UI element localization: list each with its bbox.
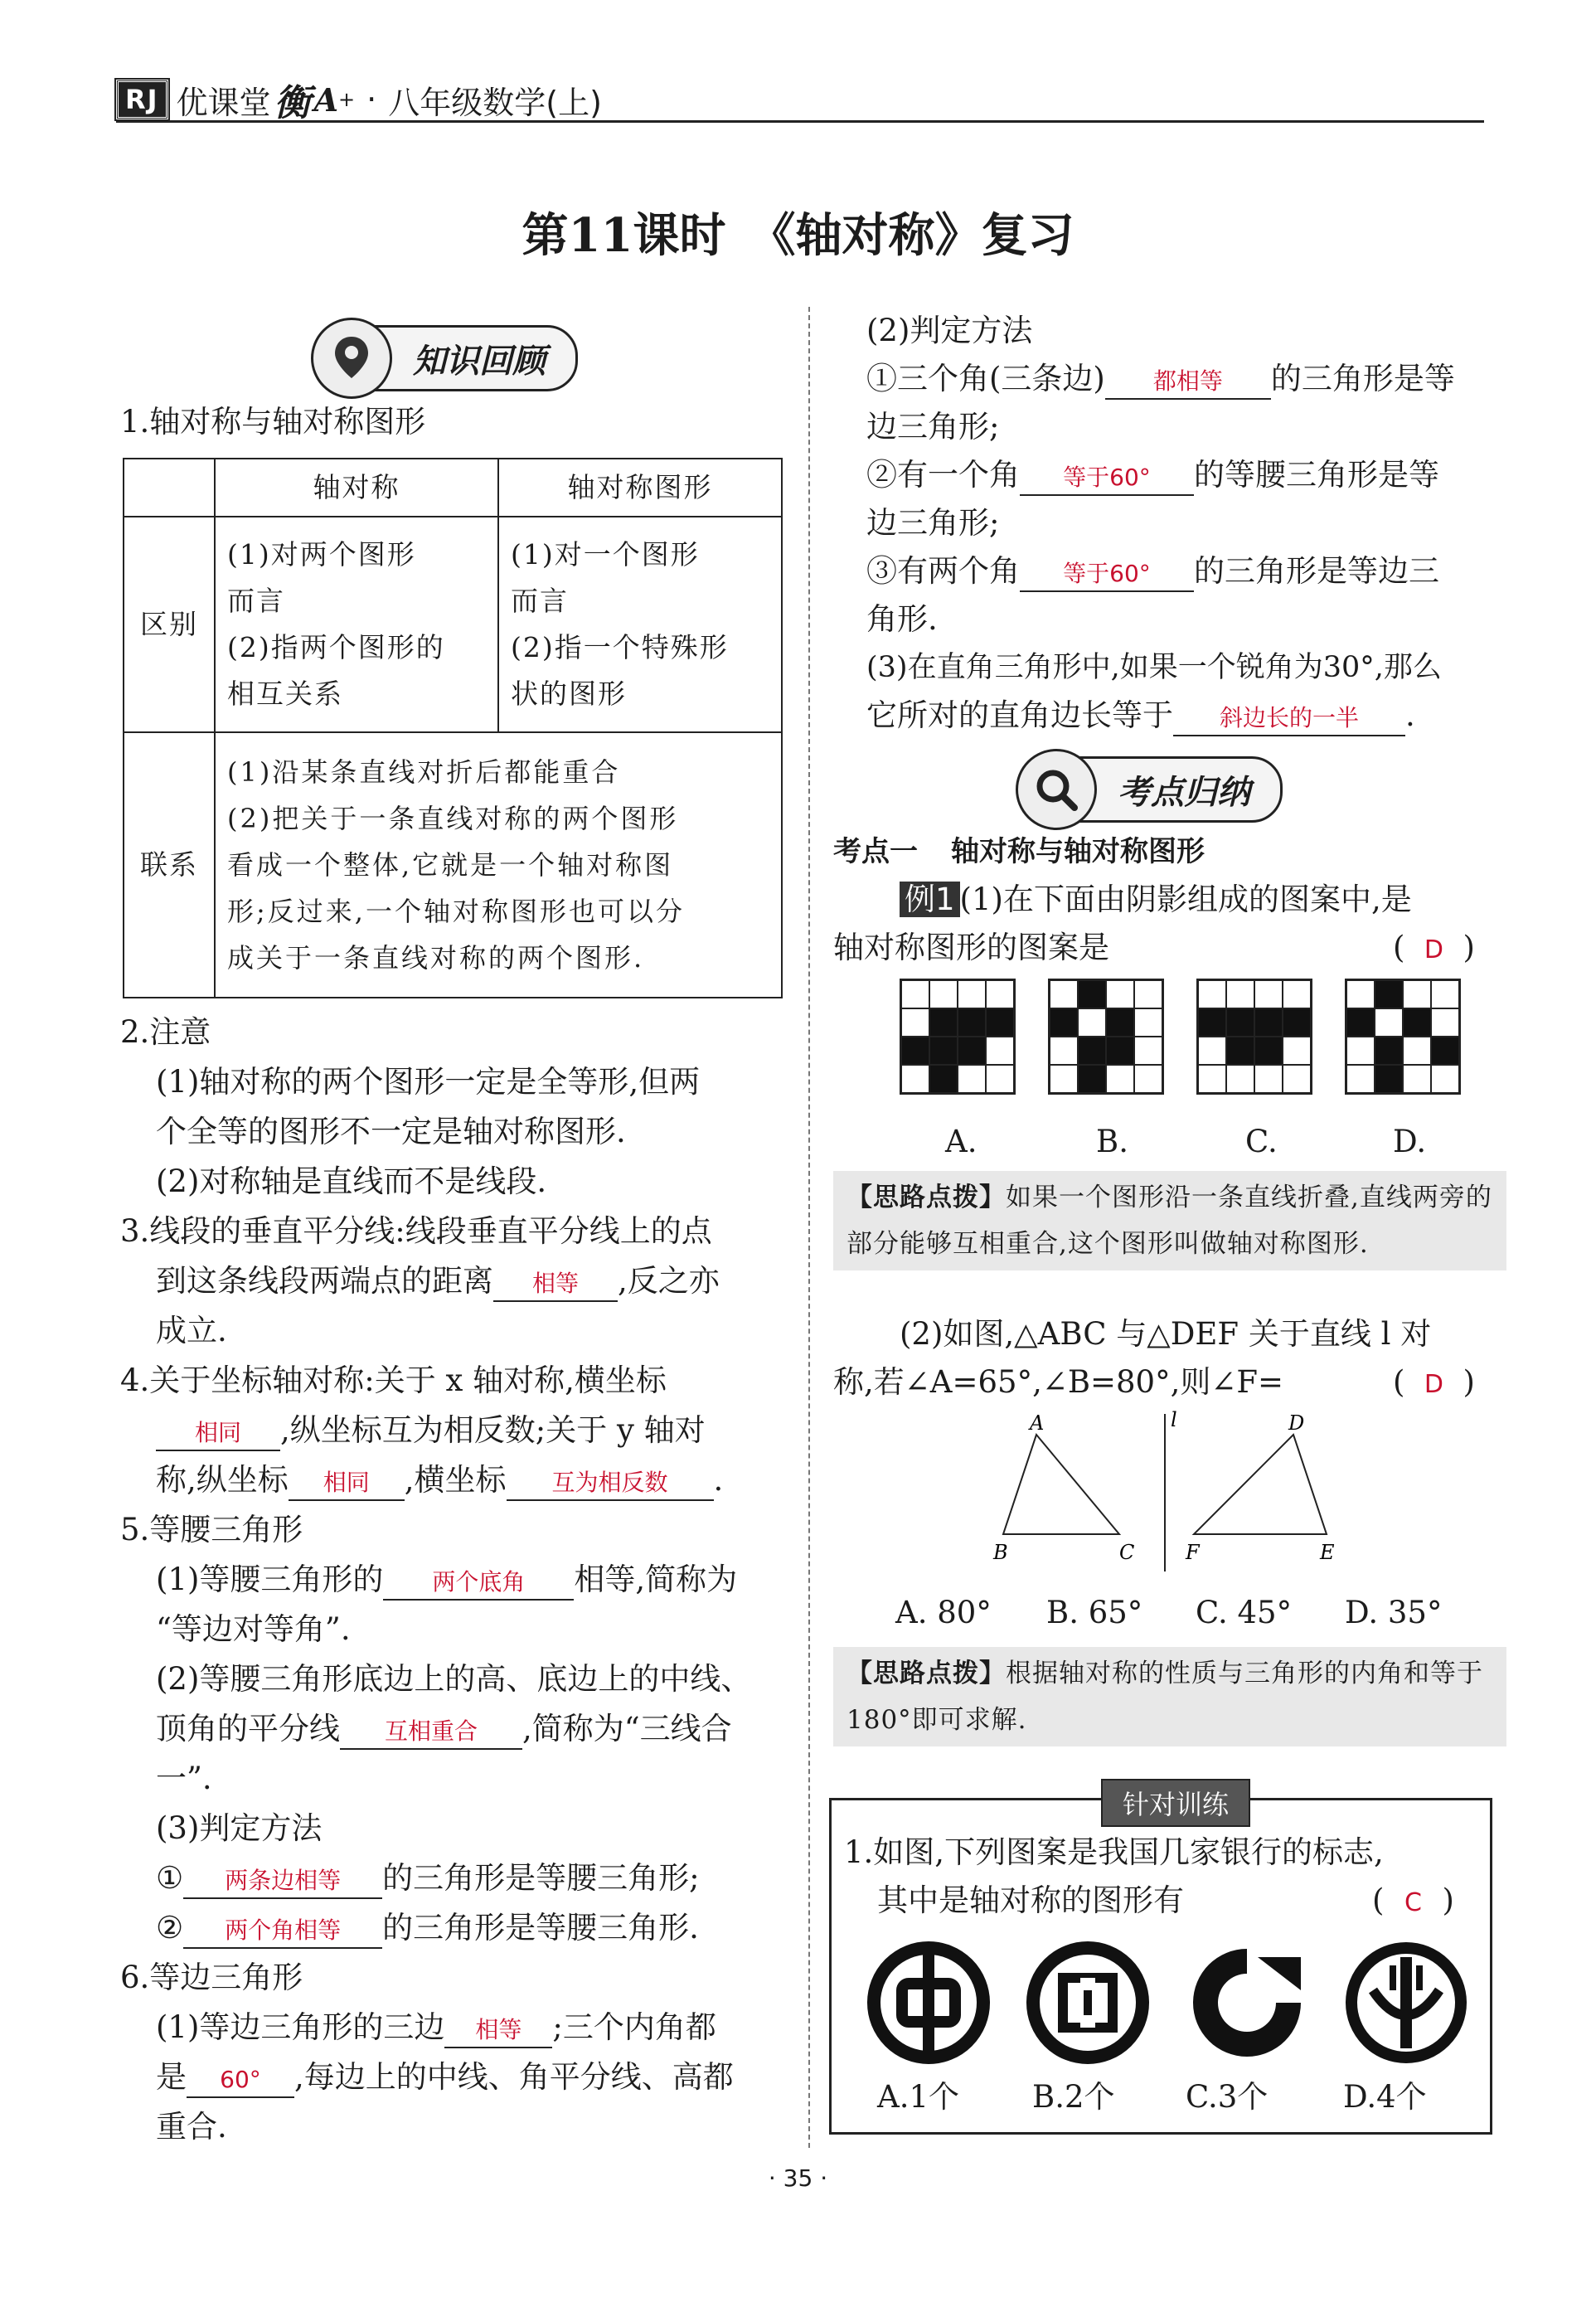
abc-logo (1344, 1941, 1468, 2065)
option-d: D. (1393, 1124, 1427, 1159)
text: 的三角形是等边三 (1194, 553, 1439, 589)
question-1-answer: ( C ) (1372, 1877, 1454, 1927)
text: ,每边上的中线、角平分线、高都 (294, 2059, 734, 2095)
book-header (116, 73, 602, 126)
section-knowledge-review (319, 325, 578, 391)
label-a: A (1030, 1411, 1045, 1435)
item-5-f: (3)判定方法 (156, 1810, 323, 1846)
q1-option-d: D.4个 (1343, 2079, 1427, 2115)
item-5-a (156, 1556, 737, 1604)
cell-line: (2)把关于一条直线对称的两个图形 (227, 803, 679, 834)
cell-line: 状的图形 (511, 678, 627, 710)
answer-letter: D (1424, 1370, 1443, 1399)
item-3-a: 3.线段的垂直平分线:线段垂直平分线上的点 (120, 1213, 712, 1249)
item-4-c (156, 1456, 723, 1504)
hint-text: 如果一个图形沿一条直线折叠,直线两旁的部分能够互相重合,这个图形叫做轴对称图形. (847, 1183, 1492, 1259)
r-line-5: 边三角形; (866, 505, 1000, 541)
text: 是 (156, 2059, 187, 2095)
cell-connection (215, 732, 782, 998)
text: ,反之亦 (618, 1263, 720, 1299)
cell-line: 看成一个整体,它就是一个轴对称图 (227, 849, 674, 881)
item-4-b (156, 1406, 706, 1455)
r-line-6 (866, 547, 1439, 595)
section-key-points (1024, 756, 1283, 823)
item-1: 1.轴对称与轴对称图形 (120, 404, 426, 440)
label-l: l (1171, 1410, 1177, 1431)
text: ②有一个角 (866, 457, 1020, 493)
text: 顶角的平分线 (156, 1711, 340, 1746)
example-1-answer: ( D ) (1393, 924, 1475, 974)
answer-blank: 相等 (493, 1267, 618, 1302)
text: (1)在下面由阴影组成的图案中,是 (959, 882, 1412, 917)
answer-letter: D (1424, 935, 1443, 964)
ex2-option-b: B. 65° (1046, 1595, 1143, 1630)
r-line-3: 边三角形; (866, 409, 1000, 444)
r-line-2 (866, 355, 1455, 403)
text: 到这条线段两端点的距离 (156, 1263, 493, 1299)
text: ② (156, 1910, 184, 1946)
section-title: 知识回顾 (413, 341, 546, 381)
text: ;三个内角都 (552, 2009, 716, 2045)
question-1-a: 1.如图,下列图案是我国几家银行的标志, (844, 1834, 1384, 1870)
option-b: B. (1096, 1124, 1128, 1159)
answer-letter: C (1404, 1888, 1422, 1917)
header-rule (116, 120, 1484, 123)
text: 称,纵坐标 (156, 1462, 289, 1498)
table-header-col1: 轴对称 (215, 459, 498, 517)
keypoint-1 (833, 828, 1205, 876)
answer-blank: 60° (187, 2063, 294, 2098)
ex2-option-a: A. 80° (895, 1595, 992, 1630)
hint-text: 根据轴对称的性质与三角形的内角和等于180°即可求解. (847, 1659, 1483, 1735)
brand-logo: 衡 (274, 82, 311, 124)
option-a: A. (945, 1124, 977, 1159)
pattern-d (1345, 979, 1461, 1095)
label-b: B (993, 1541, 1008, 1564)
answer-blank: 两个底角 (383, 1566, 574, 1601)
item-5-c: (2)等腰三角形底边上的高、底边上的中线、 (156, 1661, 752, 1697)
table-corner (124, 459, 215, 517)
answer-blank: 两个角相等 (183, 1914, 382, 1949)
table-header-col2: 轴对称图形 (498, 459, 782, 517)
page-title: 第11课时 《轴对称》复习 (521, 208, 1075, 263)
text: ,简称为“三线合 (522, 1711, 732, 1746)
row-head-connection: 联系 (124, 732, 215, 998)
cell-line: (1)对一个图形 (511, 538, 700, 571)
example-2-answer: ( D ) (1393, 1358, 1475, 1409)
header-sep: · (366, 81, 377, 118)
label-f: F (1186, 1541, 1200, 1564)
answer-blank: 都相等 (1105, 365, 1271, 400)
r-line-9 (866, 692, 1415, 740)
example-2-a: (2)如图,△ABC 与△DEF 关于直线 l 对 (900, 1316, 1432, 1352)
cell-line: 形;反过来,一个轴对称图形也可以分 (227, 896, 685, 927)
cell-line: (1)沿某条直线对折后都能重合 (227, 756, 621, 788)
item-6: 6.等边三角形 (120, 1960, 303, 1995)
cell-line: 相互关系 (227, 678, 343, 710)
cell-line: (2)指两个图形的 (227, 631, 445, 663)
answer-blank: 两条边相等 (183, 1864, 382, 1899)
example-tag: 例1 (900, 882, 960, 917)
item-3-b (156, 1257, 720, 1305)
label-d: D (1288, 1411, 1305, 1435)
q1-option-b: B.2个 (1032, 2079, 1115, 2115)
answer-blank: 斜边长的一半 (1173, 702, 1405, 736)
magnifier-icon (1016, 749, 1097, 830)
example-1-a (900, 876, 1412, 924)
item-5-g (156, 1854, 700, 1902)
answer-blank: 相同 (156, 1416, 280, 1451)
bank-of-china-logo (866, 1941, 991, 2065)
pattern-c (1196, 979, 1312, 1095)
q1-option-a: A.1个 (877, 2079, 960, 2115)
text: ,横坐标 (404, 1462, 507, 1498)
cell-difference-1 (215, 517, 498, 732)
hint-label: 【思路点拨】 (847, 1183, 1006, 1212)
cell-line: (1)对两个图形 (227, 538, 416, 571)
text: 的三角形是等腰三角形. (382, 1910, 699, 1946)
answer-blank: 互相重合 (340, 1715, 522, 1750)
comparison-table (123, 458, 783, 998)
r-line-7: 角形. (866, 601, 938, 637)
text: (1)等边三角形的三边 (156, 2009, 445, 2045)
ex2-option-c: C. 45° (1196, 1595, 1293, 1630)
row-head-difference: 区别 (124, 517, 215, 732)
item-5-h (156, 1904, 699, 1952)
text: 它所对的直角边长等于 (866, 697, 1173, 733)
rj-badge: RJ (116, 80, 168, 119)
section-title: 考点归纳 (1118, 772, 1250, 812)
book-title: 八年级数学(上) (388, 84, 602, 121)
item-2: 2.注意 (120, 1014, 211, 1050)
item-6-c: 重合. (156, 2109, 227, 2145)
answer-blank: 相同 (289, 1466, 405, 1501)
r-line-4 (866, 451, 1439, 499)
hint-label: 【思路点拨】 (847, 1659, 1006, 1688)
ex2-option-d: D. 35° (1345, 1595, 1443, 1630)
item-6-b (156, 2053, 734, 2101)
answer-blank: 等于60° (1020, 557, 1194, 592)
text: ①三个角(三条边) (866, 361, 1105, 396)
r-line-1: (2)判定方法 (866, 313, 1033, 348)
q1-option-c: C.3个 (1186, 2079, 1269, 2115)
text: ① (156, 1860, 184, 1896)
item-2-a: (1)轴对称的两个图形一定是全等形,但两 (156, 1064, 701, 1100)
cell-line: 而言 (511, 585, 569, 617)
item-5-e: 一”. (156, 1761, 212, 1796)
question-1-b: 其中是轴对称的图形有 (877, 1882, 1184, 1918)
r-line-8: (3)在直角三角形中,如果一个锐角为30°,那么 (866, 651, 1442, 684)
keypoint-label: 考点一 (833, 835, 918, 868)
page-number: · 35 · (768, 2164, 828, 2192)
item-2-c: (2)对称轴是直线而不是线段. (156, 1163, 547, 1199)
training-tag: 针对训练 (1101, 1779, 1250, 1827)
label-c: C (1119, 1541, 1135, 1564)
example-2-b: 称,若∠A=65°,∠B=80°,则∠F= (833, 1364, 1284, 1400)
option-c: C. (1245, 1124, 1278, 1159)
cell-line: (2)指一个特殊形 (511, 631, 729, 663)
ccb-logo (1185, 1941, 1309, 2065)
triangles-figure (987, 1410, 1343, 1576)
text: 的等腰三角形是等 (1194, 457, 1439, 493)
hint-box-2 (833, 1647, 1506, 1746)
series-name: 优课堂 (176, 84, 271, 121)
triangle-def (1194, 1435, 1327, 1534)
text: 的三角形是等腰三角形; (382, 1860, 700, 1896)
text: . (713, 1462, 724, 1498)
item-5-b: “等边对等角”. (156, 1611, 351, 1647)
text: 相等,简称为 (574, 1562, 738, 1597)
answer-blank: 等于60° (1020, 461, 1194, 496)
item-6-a (156, 2004, 716, 2052)
item-5: 5.等腰三角形 (120, 1512, 303, 1547)
hint-box-1 (833, 1171, 1506, 1270)
location-pin-icon (311, 318, 392, 399)
grade-plus: + (338, 88, 356, 111)
icbc-logo (1026, 1941, 1150, 2065)
item-3-c: 成立. (156, 1313, 227, 1348)
pattern-a (900, 979, 1016, 1095)
column-divider (808, 307, 810, 2148)
answer-blank: 相等 (444, 2014, 552, 2048)
cell-difference-2 (498, 517, 782, 732)
text: . (1405, 697, 1415, 733)
item-4-a: 4.关于坐标轴对称:关于 x 轴对称,横坐标 (120, 1363, 667, 1398)
cell-line: 成关于一条直线对称的两个图形. (227, 942, 645, 974)
text: ③有两个角 (866, 553, 1020, 589)
label-e: E (1320, 1541, 1335, 1564)
text: ,纵坐标互为相反数;关于 y 轴对 (280, 1412, 706, 1448)
grade-mark: A (313, 80, 339, 119)
item-2-b: 个全等的图形不一定是轴对称图形. (156, 1114, 626, 1149)
pattern-b (1048, 979, 1164, 1095)
answer-blank: 互为相反数 (507, 1466, 714, 1501)
text: (1)等腰三角形的 (156, 1562, 384, 1597)
text: 的三角形是等 (1270, 361, 1455, 396)
cell-line: 而言 (227, 585, 285, 617)
item-5-d (156, 1705, 732, 1753)
keypoint-title: 轴对称与轴对称图形 (951, 835, 1205, 868)
triangle-abc (1003, 1435, 1119, 1534)
example-1-b: 轴对称图形的图案是 (833, 930, 1109, 965)
